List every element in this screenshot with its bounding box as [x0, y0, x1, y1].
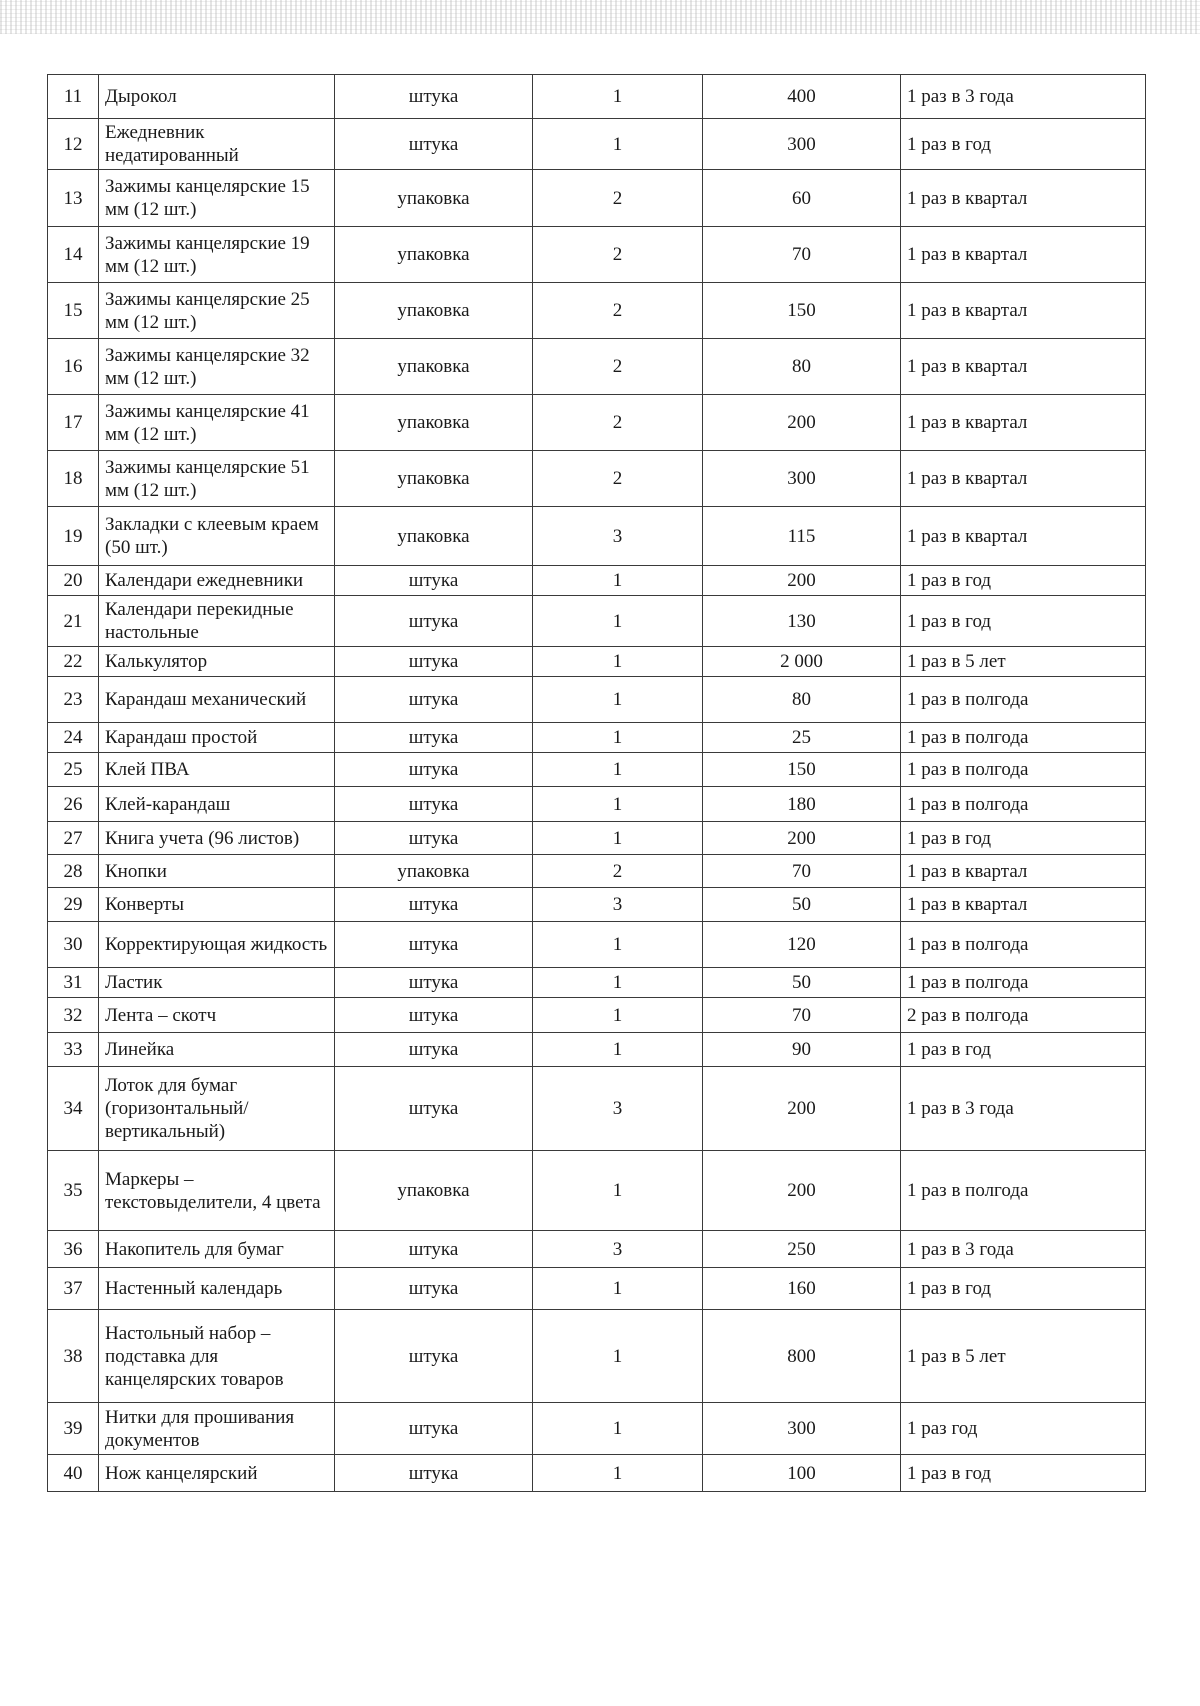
replacement-frequency-cell: 1 раз в 3 года — [901, 75, 1146, 119]
price-cell: 70 — [703, 855, 901, 888]
quantity-cell: 1 — [533, 1403, 703, 1455]
unit-of-measure-cell: штука — [335, 119, 533, 170]
item-name-cell: Конверты — [99, 888, 335, 922]
replacement-frequency-cell: 1 раз в год — [901, 1033, 1146, 1067]
replacement-frequency-cell: 1 раз в год — [901, 119, 1146, 170]
table-row — [48, 922, 1146, 968]
price-cell: 150 — [703, 753, 901, 787]
replacement-frequency-cell: 1 раз в полгода — [901, 677, 1146, 723]
row-number-cell: 13 — [48, 170, 99, 227]
unit-of-measure-cell: штука — [335, 1268, 533, 1310]
item-name-cell: Зажимы канцелярские 19 мм (12 шт.) — [99, 227, 335, 283]
row-number-cell: 28 — [48, 855, 99, 888]
row-number-cell: 34 — [48, 1067, 99, 1151]
unit-of-measure-cell: штука — [335, 723, 533, 753]
item-name-cell: Зажимы канцелярские 41 мм (12 шт.) — [99, 395, 335, 451]
table-row — [48, 787, 1146, 822]
row-number-cell: 12 — [48, 119, 99, 170]
item-name-cell: Книга учета (96 листов) — [99, 822, 335, 855]
item-name-cell: Настольный набор – подставка для канцелярских товаров — [99, 1310, 335, 1403]
table-row — [48, 855, 1146, 888]
quantity-cell: 1 — [533, 1151, 703, 1231]
item-name-cell: Линейка — [99, 1033, 335, 1067]
unit-of-measure-cell: упаковка — [335, 227, 533, 283]
unit-of-measure-cell: штука — [335, 1033, 533, 1067]
table-row — [48, 998, 1146, 1033]
replacement-frequency-cell: 1 раз в квартал — [901, 283, 1146, 339]
item-name-cell: Клей ПВА — [99, 753, 335, 787]
replacement-frequency-cell: 1 раз в квартал — [901, 888, 1146, 922]
quantity-cell: 1 — [533, 1033, 703, 1067]
replacement-frequency-cell: 1 раз в 5 лет — [901, 1310, 1146, 1403]
item-name-cell: Карандаш простой — [99, 723, 335, 753]
unit-of-measure-cell: штука — [335, 1310, 533, 1403]
price-cell: 90 — [703, 1033, 901, 1067]
replacement-frequency-cell: 1 раз в полгода — [901, 1151, 1146, 1231]
table-row — [48, 1033, 1146, 1067]
table-row — [48, 566, 1146, 596]
quantity-cell: 3 — [533, 888, 703, 922]
row-number-cell: 39 — [48, 1403, 99, 1455]
item-name-cell: Календари ежедневники — [99, 566, 335, 596]
price-cell: 60 — [703, 170, 901, 227]
quantity-cell: 1 — [533, 787, 703, 822]
unit-of-measure-cell: штука — [335, 677, 533, 723]
quantity-cell: 2 — [533, 170, 703, 227]
unit-of-measure-cell: упаковка — [335, 283, 533, 339]
scan-noise-strip — [0, 0, 1200, 34]
unit-of-measure-cell: штука — [335, 1403, 533, 1455]
price-cell: 2 000 — [703, 647, 901, 677]
row-number-cell: 30 — [48, 922, 99, 968]
item-name-cell: Ежедневник недатированный — [99, 119, 335, 170]
price-cell: 300 — [703, 451, 901, 507]
row-number-cell: 15 — [48, 283, 99, 339]
replacement-frequency-cell: 1 раз в квартал — [901, 451, 1146, 507]
quantity-cell: 2 — [533, 227, 703, 283]
replacement-frequency-cell: 1 раз в полгода — [901, 753, 1146, 787]
replacement-frequency-cell: 1 раз в полгода — [901, 723, 1146, 753]
item-name-cell: Закладки с клеевым краем (50 шт.) — [99, 507, 335, 566]
replacement-frequency-cell: 1 раз в год — [901, 1268, 1146, 1310]
price-cell: 800 — [703, 1310, 901, 1403]
price-cell: 70 — [703, 227, 901, 283]
quantity-cell: 1 — [533, 822, 703, 855]
price-cell: 50 — [703, 888, 901, 922]
unit-of-measure-cell: штука — [335, 888, 533, 922]
item-name-cell: Зажимы канцелярские 15 мм (12 шт.) — [99, 170, 335, 227]
quantity-cell: 1 — [533, 647, 703, 677]
price-cell: 180 — [703, 787, 901, 822]
table-row — [48, 968, 1146, 998]
replacement-frequency-cell: 1 раз в квартал — [901, 507, 1146, 566]
item-name-cell: Клей-карандаш — [99, 787, 335, 822]
item-name-cell: Лента – скотч — [99, 998, 335, 1033]
quantity-cell: 1 — [533, 723, 703, 753]
table-row — [48, 723, 1146, 753]
unit-of-measure-cell: упаковка — [335, 507, 533, 566]
unit-of-measure-cell: штука — [335, 753, 533, 787]
row-number-cell: 18 — [48, 451, 99, 507]
quantity-cell: 2 — [533, 451, 703, 507]
table-row — [48, 119, 1146, 170]
quantity-cell: 1 — [533, 566, 703, 596]
price-cell: 130 — [703, 596, 901, 647]
replacement-frequency-cell: 1 раз в полгода — [901, 968, 1146, 998]
quantity-cell: 1 — [533, 1455, 703, 1492]
row-number-cell: 27 — [48, 822, 99, 855]
table-row — [48, 1268, 1146, 1310]
item-name-cell: Зажимы канцелярские 51 мм (12 шт.) — [99, 451, 335, 507]
table-body — [48, 75, 1146, 1492]
item-name-cell: Ластик — [99, 968, 335, 998]
price-cell: 200 — [703, 1067, 901, 1151]
row-number-cell: 35 — [48, 1151, 99, 1231]
price-cell: 25 — [703, 723, 901, 753]
replacement-frequency-cell: 1 раз год — [901, 1403, 1146, 1455]
unit-of-measure-cell: штука — [335, 787, 533, 822]
quantity-cell: 1 — [533, 75, 703, 119]
item-name-cell: Лоток для бумаг (горизонтальный/вертикальный) — [99, 1067, 335, 1151]
replacement-frequency-cell: 1 раз в год — [901, 566, 1146, 596]
price-cell: 115 — [703, 507, 901, 566]
quantity-cell: 2 — [533, 855, 703, 888]
unit-of-measure-cell: штука — [335, 1455, 533, 1492]
table-row — [48, 1067, 1146, 1151]
replacement-frequency-cell: 1 раз в 3 года — [901, 1231, 1146, 1268]
unit-of-measure-cell: штука — [335, 75, 533, 119]
price-cell: 200 — [703, 822, 901, 855]
item-name-cell: Дырокол — [99, 75, 335, 119]
quantity-cell: 3 — [533, 1231, 703, 1268]
unit-of-measure-cell: штука — [335, 968, 533, 998]
table-row — [48, 1403, 1146, 1455]
row-number-cell: 23 — [48, 677, 99, 723]
row-number-cell: 36 — [48, 1231, 99, 1268]
row-number-cell: 25 — [48, 753, 99, 787]
replacement-frequency-cell: 1 раз в год — [901, 822, 1146, 855]
item-name-cell: Маркеры – текстовыделители, 4 цвета — [99, 1151, 335, 1231]
item-name-cell: Карандаш механический — [99, 677, 335, 723]
quantity-cell: 1 — [533, 998, 703, 1033]
row-number-cell: 37 — [48, 1268, 99, 1310]
table-row — [48, 339, 1146, 395]
price-cell: 400 — [703, 75, 901, 119]
table-row — [48, 1231, 1146, 1268]
row-number-cell: 24 — [48, 723, 99, 753]
item-name-cell: Календари перекидные настольные — [99, 596, 335, 647]
price-cell: 120 — [703, 922, 901, 968]
unit-of-measure-cell: штука — [335, 596, 533, 647]
item-name-cell: Настенный календарь — [99, 1268, 335, 1310]
table-row — [48, 1310, 1146, 1403]
document-page — [47, 74, 1145, 1492]
supplies-table — [47, 74, 1146, 1492]
unit-of-measure-cell: упаковка — [335, 1151, 533, 1231]
price-cell: 200 — [703, 1151, 901, 1231]
quantity-cell: 3 — [533, 1067, 703, 1151]
quantity-cell: 1 — [533, 1268, 703, 1310]
row-number-cell: 20 — [48, 566, 99, 596]
price-cell: 300 — [703, 119, 901, 170]
quantity-cell: 2 — [533, 283, 703, 339]
item-name-cell: Калькулятор — [99, 647, 335, 677]
unit-of-measure-cell: штука — [335, 566, 533, 596]
row-number-cell: 17 — [48, 395, 99, 451]
replacement-frequency-cell: 1 раз в 3 года — [901, 1067, 1146, 1151]
table-row — [48, 227, 1146, 283]
price-cell: 150 — [703, 283, 901, 339]
price-cell: 80 — [703, 339, 901, 395]
replacement-frequency-cell: 1 раз в год — [901, 596, 1146, 647]
table-row — [48, 753, 1146, 787]
item-name-cell: Корректирующая жидкость — [99, 922, 335, 968]
table-row — [48, 507, 1146, 566]
table-row — [48, 451, 1146, 507]
table-row — [48, 647, 1146, 677]
price-cell: 250 — [703, 1231, 901, 1268]
unit-of-measure-cell: упаковка — [335, 339, 533, 395]
replacement-frequency-cell: 1 раз в год — [901, 1455, 1146, 1492]
quantity-cell: 2 — [533, 395, 703, 451]
unit-of-measure-cell: упаковка — [335, 395, 533, 451]
quantity-cell: 2 — [533, 339, 703, 395]
row-number-cell: 11 — [48, 75, 99, 119]
row-number-cell: 40 — [48, 1455, 99, 1492]
row-number-cell: 22 — [48, 647, 99, 677]
price-cell: 200 — [703, 566, 901, 596]
table-row — [48, 283, 1146, 339]
row-number-cell: 31 — [48, 968, 99, 998]
quantity-cell: 1 — [533, 753, 703, 787]
replacement-frequency-cell: 1 раз в 5 лет — [901, 647, 1146, 677]
unit-of-measure-cell: штука — [335, 822, 533, 855]
item-name-cell: Кнопки — [99, 855, 335, 888]
table-row — [48, 1455, 1146, 1492]
unit-of-measure-cell: штука — [335, 998, 533, 1033]
unit-of-measure-cell: штука — [335, 922, 533, 968]
quantity-cell: 1 — [533, 677, 703, 723]
replacement-frequency-cell: 2 раз в полгода — [901, 998, 1146, 1033]
price-cell: 300 — [703, 1403, 901, 1455]
price-cell: 200 — [703, 395, 901, 451]
item-name-cell: Зажимы канцелярские 25 мм (12 шт.) — [99, 283, 335, 339]
unit-of-measure-cell: штука — [335, 1067, 533, 1151]
item-name-cell: Нитки для прошивания документов — [99, 1403, 335, 1455]
unit-of-measure-cell: штука — [335, 1231, 533, 1268]
table-row — [48, 677, 1146, 723]
quantity-cell: 3 — [533, 507, 703, 566]
row-number-cell: 38 — [48, 1310, 99, 1403]
unit-of-measure-cell: упаковка — [335, 855, 533, 888]
table-row — [48, 395, 1146, 451]
price-cell: 80 — [703, 677, 901, 723]
row-number-cell: 16 — [48, 339, 99, 395]
table-row — [48, 596, 1146, 647]
unit-of-measure-cell: упаковка — [335, 451, 533, 507]
item-name-cell: Нож канцелярский — [99, 1455, 335, 1492]
quantity-cell: 1 — [533, 596, 703, 647]
row-number-cell: 29 — [48, 888, 99, 922]
table-row — [48, 888, 1146, 922]
row-number-cell: 26 — [48, 787, 99, 822]
row-number-cell: 21 — [48, 596, 99, 647]
table-row — [48, 1151, 1146, 1231]
quantity-cell: 1 — [533, 1310, 703, 1403]
row-number-cell: 32 — [48, 998, 99, 1033]
row-number-cell: 33 — [48, 1033, 99, 1067]
replacement-frequency-cell: 1 раз в полгода — [901, 787, 1146, 822]
row-number-cell: 19 — [48, 507, 99, 566]
price-cell: 50 — [703, 968, 901, 998]
price-cell: 70 — [703, 998, 901, 1033]
quantity-cell: 1 — [533, 922, 703, 968]
replacement-frequency-cell: 1 раз в квартал — [901, 339, 1146, 395]
quantity-cell: 1 — [533, 119, 703, 170]
replacement-frequency-cell: 1 раз в полгода — [901, 922, 1146, 968]
unit-of-measure-cell: упаковка — [335, 170, 533, 227]
replacement-frequency-cell: 1 раз в квартал — [901, 170, 1146, 227]
replacement-frequency-cell: 1 раз в квартал — [901, 855, 1146, 888]
price-cell: 160 — [703, 1268, 901, 1310]
quantity-cell: 1 — [533, 968, 703, 998]
replacement-frequency-cell: 1 раз в квартал — [901, 227, 1146, 283]
row-number-cell: 14 — [48, 227, 99, 283]
table-row — [48, 822, 1146, 855]
replacement-frequency-cell: 1 раз в квартал — [901, 395, 1146, 451]
item-name-cell: Накопитель для бумаг — [99, 1231, 335, 1268]
item-name-cell: Зажимы канцелярские 32 мм (12 шт.) — [99, 339, 335, 395]
unit-of-measure-cell: штука — [335, 647, 533, 677]
table-row — [48, 170, 1146, 227]
price-cell: 100 — [703, 1455, 901, 1492]
table-row — [48, 75, 1146, 119]
